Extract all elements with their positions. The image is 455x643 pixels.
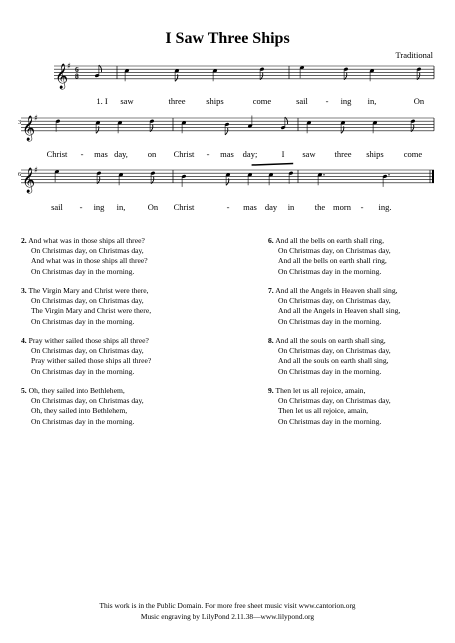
measure-number: 6 bbox=[18, 171, 22, 178]
verse-6 bbox=[268, 236, 400, 277]
time-signature-top: 6 bbox=[75, 65, 79, 75]
verse-line: And what was in those ships all three? bbox=[28, 236, 145, 245]
lyric-syllable: - bbox=[79, 202, 83, 212]
lyric-syllable: - bbox=[206, 149, 210, 159]
lyric-syllable: Christ bbox=[173, 149, 195, 159]
verse-number: 4. bbox=[21, 336, 27, 345]
verse-5 bbox=[21, 386, 151, 427]
verse-number: 3. bbox=[21, 286, 27, 295]
verse-line: Then let us all rejoice, amain, bbox=[278, 406, 369, 416]
verse-line: And all the souls on earth shall sing, bbox=[275, 336, 386, 345]
lyric-syllable: 1. I bbox=[96, 96, 108, 106]
lyric-syllable: mas bbox=[220, 149, 234, 159]
verse-line: On Christmas day, on Christmas day, bbox=[278, 246, 391, 256]
staff-system-2 bbox=[21, 114, 434, 160]
verse-number: 9. bbox=[268, 386, 274, 395]
verse-number: 6. bbox=[268, 236, 274, 245]
lyric-syllable: mas bbox=[94, 149, 108, 159]
verse-line: On Christmas day in the morning. bbox=[31, 266, 135, 276]
lyric-syllable: three bbox=[334, 149, 352, 159]
lyric-syllable: mas bbox=[243, 202, 257, 212]
lyric-syllable: saw bbox=[120, 96, 134, 106]
verses-right-column bbox=[268, 236, 400, 436]
verse-line: On Christmas day in the morning. bbox=[31, 316, 135, 326]
verse-number: 8. bbox=[268, 336, 274, 345]
verses-left-column bbox=[21, 236, 151, 436]
verse-line: Pray wither sailed those ships all three? bbox=[28, 336, 149, 345]
verse-number: 5. bbox=[21, 386, 27, 395]
verse-line: Oh, they sailed into Bethlehem, bbox=[31, 406, 128, 416]
lyric-syllable: day; bbox=[242, 149, 258, 159]
verse-line: The Virgin Mary and Christ were there, bbox=[28, 286, 149, 295]
verse-8 bbox=[268, 336, 400, 377]
lyric-syllable: in, bbox=[367, 96, 377, 106]
lyric-syllable: ing bbox=[340, 96, 352, 106]
lyric-syllable: sail bbox=[51, 202, 63, 212]
footer-license: This work is in the Public Domain. For more free sheet music visit www.cantorion.org bbox=[99, 601, 356, 610]
measure-number: 3 bbox=[18, 119, 22, 126]
verse-line: And all the Angels in Heaven shall sing, bbox=[278, 306, 401, 316]
verse-7 bbox=[268, 286, 400, 327]
lyric-syllable: - bbox=[80, 149, 84, 159]
note-flag bbox=[225, 128, 228, 135]
treble-clef-icon: 𝄞 bbox=[22, 167, 36, 193]
sharp-key-signature-icon: ♯ bbox=[34, 113, 38, 123]
lyric-syllable: morn bbox=[333, 202, 351, 212]
verse-number: 7. bbox=[268, 286, 274, 295]
treble-clef-icon: 𝄞 bbox=[22, 115, 36, 141]
lyric-syllable: Christ bbox=[173, 202, 195, 212]
sharp-key-signature-icon: ♯ bbox=[67, 61, 71, 71]
verse-3 bbox=[21, 286, 151, 327]
verse-line: On Christmas day, on Christmas day, bbox=[278, 396, 391, 406]
footer-engraving-credit: Music engraving by LilyPond 2.11.38—www.lilypond.org bbox=[140, 612, 315, 621]
lyric-syllable: saw bbox=[302, 149, 316, 159]
verse-line: On Christmas day, on Christmas day, bbox=[31, 346, 144, 356]
page-title: I Saw Three Ships bbox=[165, 30, 290, 47]
lyric-syllable: day, bbox=[114, 149, 128, 159]
lyric-syllable: the bbox=[314, 202, 326, 212]
lyric-syllable: come bbox=[252, 96, 272, 106]
verse-line: On Christmas day in the morning. bbox=[278, 416, 382, 426]
verse-line: And all the bells on earth shall ring, bbox=[275, 236, 385, 245]
verse-line: On Christmas day in the morning. bbox=[278, 366, 382, 376]
verse-line: On Christmas day in the morning. bbox=[31, 416, 135, 426]
treble-clef-icon: 𝄞 bbox=[55, 63, 69, 89]
verse-line: And all the bells on earth shall ring, bbox=[278, 256, 387, 266]
verse-line: On Christmas day in the morning. bbox=[31, 366, 135, 376]
verse-number: 2. bbox=[21, 236, 27, 245]
lyric-syllable: come bbox=[403, 149, 423, 159]
verse-line: Oh, they sailed into Bethlehem, bbox=[28, 386, 125, 395]
lyric-syllable: Christ bbox=[46, 149, 68, 159]
verse-line: And all the souls on earth shall sing, bbox=[278, 356, 389, 366]
verse-line: On Christmas day, on Christmas day, bbox=[31, 396, 144, 406]
lyric-syllable: ing bbox=[93, 202, 105, 212]
verse-line: Then let us all rejoice, amain, bbox=[275, 386, 366, 395]
sharp-key-signature-icon: ♯ bbox=[34, 165, 38, 175]
note-beam bbox=[252, 163, 294, 166]
lyric-syllable: ships bbox=[206, 96, 224, 106]
lyric-syllable: day bbox=[264, 202, 278, 212]
lyric-syllable: I bbox=[281, 149, 285, 159]
lyric-syllable: three bbox=[168, 96, 186, 106]
lyric-syllable: On bbox=[413, 96, 425, 106]
verse-line: On Christmas day in the morning. bbox=[278, 266, 382, 276]
lyric-syllable: sail bbox=[296, 96, 308, 106]
lyric-syllable: - bbox=[325, 96, 329, 106]
verse-line: And what was in those ships all three? bbox=[31, 256, 148, 266]
verse-line: And all the Angels in Heaven shall sing, bbox=[275, 286, 398, 295]
verse-2 bbox=[21, 236, 151, 277]
verse-line: The Virgin Mary and Christ were there, bbox=[31, 306, 152, 316]
lyric-syllable: - bbox=[360, 202, 364, 212]
lyric-syllable: ing. bbox=[378, 202, 392, 212]
composer-credit: Traditional bbox=[395, 50, 433, 60]
lyric-syllable: On bbox=[147, 202, 159, 212]
verse-4 bbox=[21, 336, 151, 377]
staff-system-3 bbox=[21, 163, 434, 212]
verse-line: On Christmas day in the morning. bbox=[278, 316, 382, 326]
verse-line: On Christmas day, on Christmas day, bbox=[278, 296, 391, 306]
verse-9 bbox=[268, 386, 400, 427]
lyric-syllable: - bbox=[226, 202, 230, 212]
lyric-syllable: in, bbox=[116, 202, 126, 212]
verse-line: On Christmas day, on Christmas day, bbox=[31, 246, 144, 256]
note-dot bbox=[323, 174, 324, 175]
time-signature-bottom: 8 bbox=[75, 71, 79, 81]
final-barline-thick bbox=[432, 170, 434, 183]
verse-line: On Christmas day, on Christmas day, bbox=[278, 346, 391, 356]
verse-line: On Christmas day, on Christmas day, bbox=[31, 296, 144, 306]
lyric-syllable: ships bbox=[366, 149, 384, 159]
verse-line: Pray wither sailed those ships all three? bbox=[31, 356, 152, 366]
staff-system-1 bbox=[54, 62, 434, 107]
note-dot bbox=[388, 174, 389, 175]
lyric-syllable: on bbox=[147, 149, 157, 159]
lyric-syllable: in bbox=[287, 202, 295, 212]
